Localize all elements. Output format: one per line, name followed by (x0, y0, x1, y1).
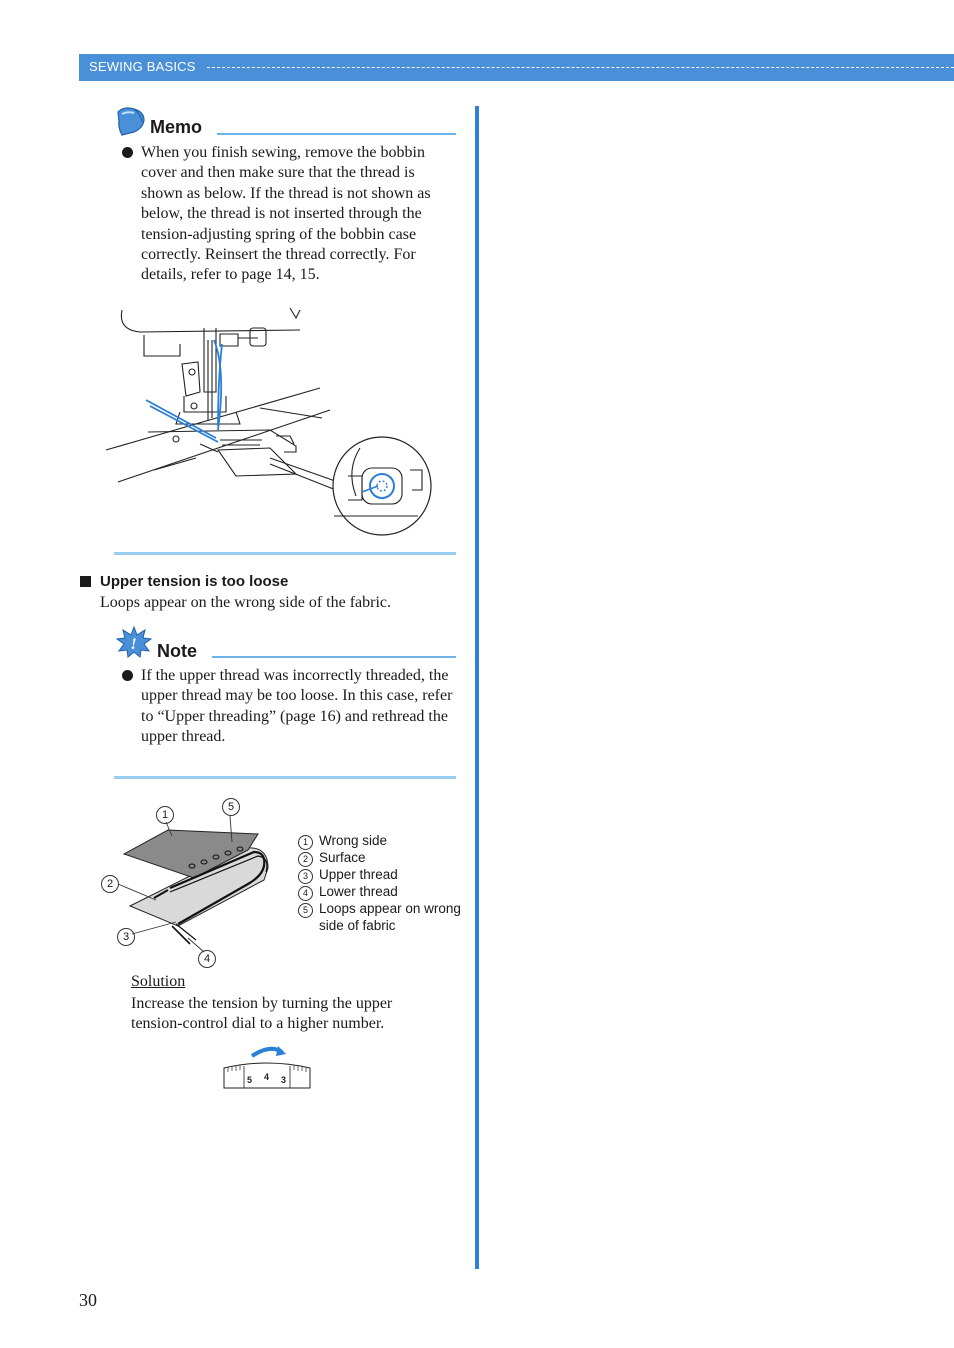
diagram-legend (297, 833, 467, 935)
legend-number: 1 (298, 835, 313, 850)
legend-label: Surface (319, 850, 366, 865)
note-title-rule (212, 656, 456, 658)
note-icon (116, 626, 152, 658)
legend-label: Loops appear on wrong side of fabric (319, 901, 461, 933)
legend-number: 2 (298, 852, 313, 867)
section-heading: Upper tension is too loose (100, 573, 289, 590)
dial-number-3: 3 (281, 1075, 287, 1085)
tension-dial-illustration (222, 1042, 314, 1092)
memo-title: Memo (150, 117, 203, 137)
memo-bullet (122, 147, 133, 158)
legend-item (297, 833, 467, 850)
note-text: If the upper thread was incorrectly threaded, the upper thread may be too loose. In this case, refer to “Upper threading” (page 16) and rethread the upper thread. (141, 667, 453, 746)
heading-square-bullet (80, 576, 91, 587)
legend-label: Lower thread (319, 884, 398, 899)
callout-4: 4 (198, 950, 216, 968)
memo-bottom-rule (114, 552, 456, 555)
callout-3: 3 (117, 928, 135, 946)
dial-number-5: 5 (247, 1075, 253, 1085)
page-number: 30 (79, 1290, 97, 1310)
note-title: Note (157, 641, 197, 661)
dial-number-4: 4 (264, 1072, 270, 1082)
legend-number: 4 (298, 886, 313, 901)
legend-item (297, 901, 467, 935)
legend-label: Wrong side (319, 833, 388, 848)
memo-text: When you finish sewing, remove the bobbin cover and then make sure that the thread is shown as below. If the thread is not shown as below, the thread is not inserted through the tension-adjusting spring of the bobbin case correctly. Reinsert the thread correctly. For details, refer to page 14, 15. (141, 144, 431, 284)
solution-label: Solution (131, 973, 186, 990)
section-title: SEWING BASICS (89, 59, 196, 74)
note-bullet (122, 670, 133, 681)
svg-text:!: ! (130, 636, 137, 653)
callout-1: 1 (156, 806, 174, 824)
legend-number: 5 (298, 903, 313, 918)
callout-5: 5 (222, 798, 240, 816)
legend-item (297, 867, 467, 884)
note-bottom-rule (114, 776, 456, 779)
legend-item (297, 850, 467, 867)
legend-number: 3 (298, 869, 313, 884)
sewing-machine-bobbin-illustration (100, 300, 440, 540)
header-dashed-line (207, 67, 954, 68)
column-divider (475, 106, 479, 1269)
callout-2: 2 (101, 875, 119, 893)
section-header-bar (79, 54, 954, 81)
memo-icon (114, 106, 148, 136)
legend-item (297, 884, 467, 901)
solution-text: Increase the tension by turning the upper tension-control dial to a higher number. (131, 995, 393, 1033)
memo-title-rule (217, 133, 456, 135)
legend-label: Upper thread (319, 867, 398, 882)
section-intro: Loops appear on the wrong side of the fabric. (100, 594, 392, 611)
